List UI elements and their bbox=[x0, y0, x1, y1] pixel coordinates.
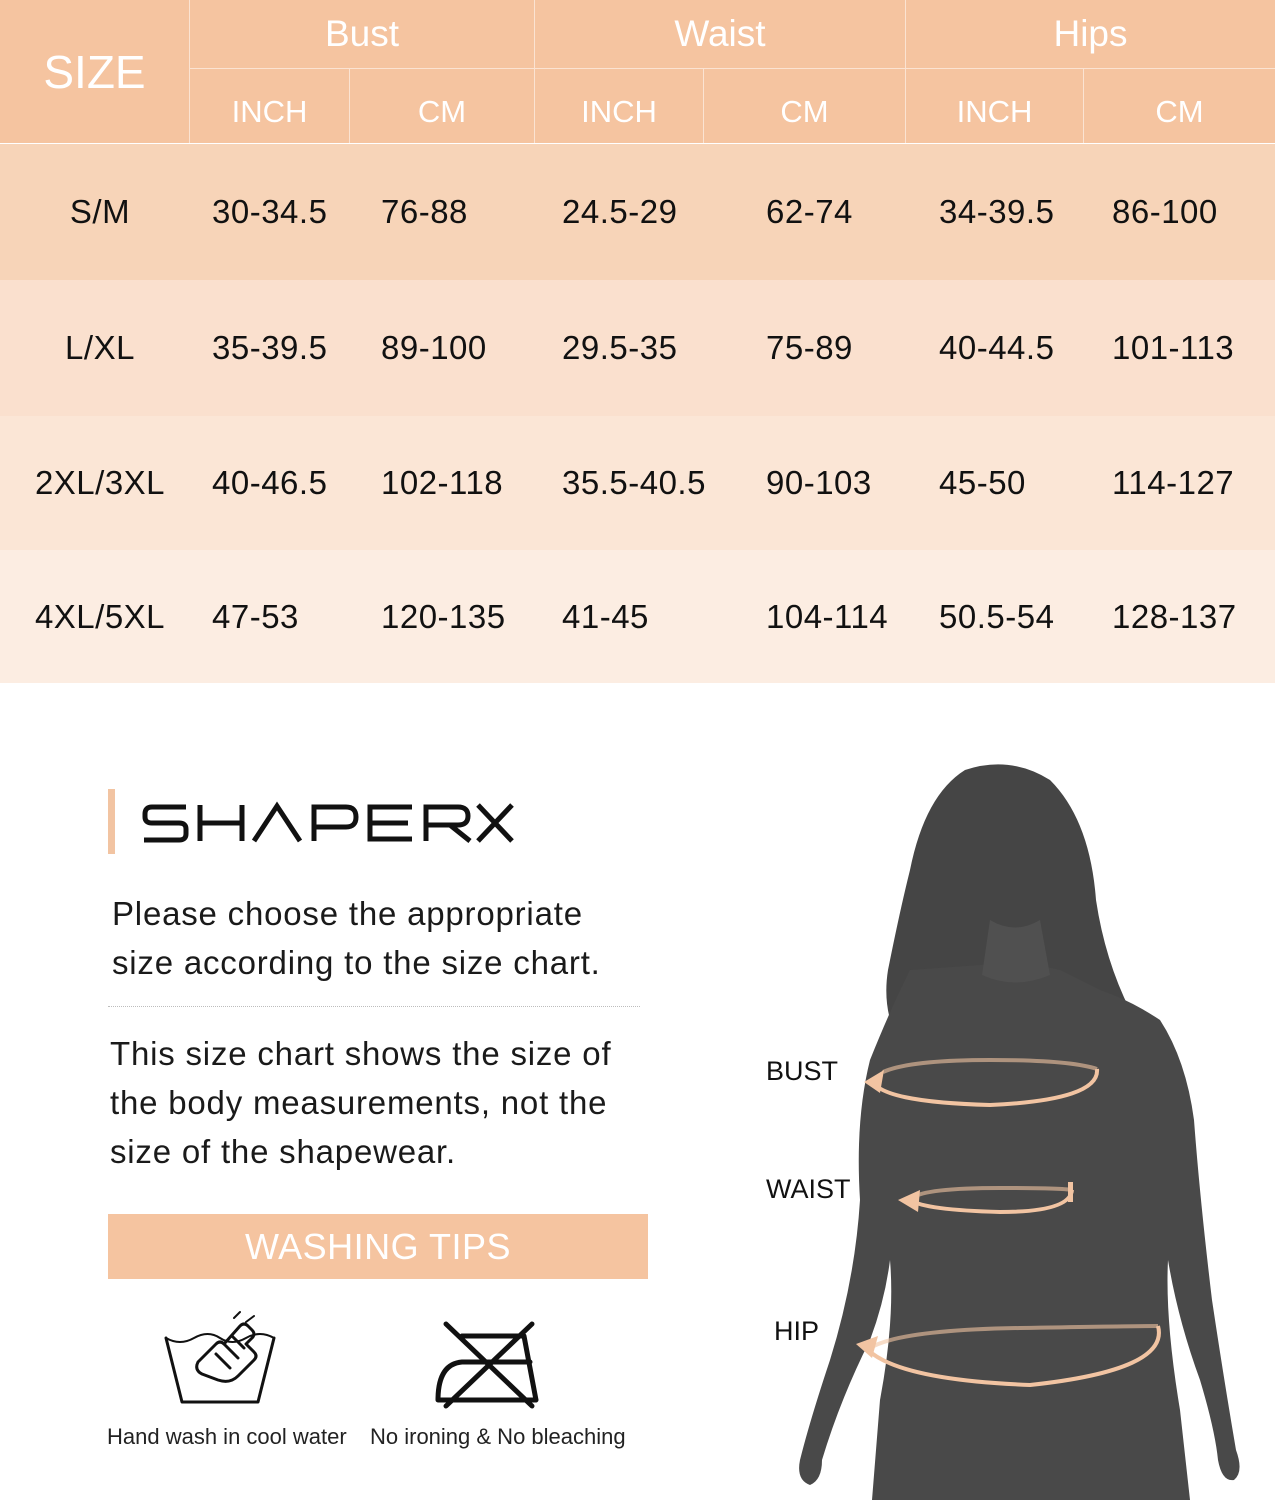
bust-inch-header: INCH bbox=[231, 93, 308, 129]
brand-logo bbox=[142, 797, 514, 854]
waist-inch-cell: 24.5-29 bbox=[562, 193, 678, 230]
bust-cm-cell: 89-100 bbox=[381, 329, 487, 366]
bust-inch-cell: 30-34.5 bbox=[212, 193, 328, 230]
hand-wash-icon bbox=[160, 1310, 280, 1411]
bust-inch-cell: 47-53 bbox=[212, 597, 299, 635]
table-row bbox=[0, 280, 1275, 416]
bust-inch-cell: 40-46.5 bbox=[212, 464, 328, 501]
waist-inch-header: INCH bbox=[581, 93, 657, 129]
hips-group-header: Hips bbox=[1053, 13, 1128, 54]
brand-accent-bar bbox=[108, 789, 115, 854]
waist-label: WAIST bbox=[766, 1174, 851, 1204]
size-advice-line: Please choose the appropriate bbox=[112, 895, 583, 932]
table-row bbox=[0, 416, 1275, 550]
size-column-header: SIZE bbox=[43, 45, 146, 98]
header-divider bbox=[905, 0, 906, 143]
hand-wash-caption: Hand wash in cool water bbox=[107, 1424, 347, 1449]
dotted-divider bbox=[108, 1006, 640, 1007]
header-divider bbox=[349, 69, 350, 143]
bust-cm-header: CM bbox=[417, 93, 467, 129]
size-chart-table bbox=[0, 0, 1275, 683]
size-advice-line: size according to the size chart. bbox=[112, 944, 601, 981]
size-advice-text bbox=[112, 889, 672, 987]
waist-group-header: Waist bbox=[674, 13, 766, 54]
size-cell: S/M bbox=[69, 193, 131, 230]
header-divider bbox=[189, 0, 190, 143]
waist-inch-cell: 41-45 bbox=[562, 597, 649, 635]
bust-group-header: Bust bbox=[324, 13, 400, 54]
measurement-note-text bbox=[110, 1029, 690, 1176]
header-divider bbox=[190, 68, 1275, 69]
waist-cm-header: CM bbox=[780, 93, 829, 129]
bust-inch-cell: 35-39.5 bbox=[212, 329, 328, 366]
measurement-note-line: size of the shapewear. bbox=[110, 1133, 456, 1170]
size-cell: 2XL/3XL bbox=[34, 464, 166, 501]
hips-inch-cell: 34-39.5 bbox=[939, 193, 1055, 230]
bust-cm-cell: 76-88 bbox=[381, 193, 468, 230]
table-row bbox=[0, 144, 1275, 280]
no-iron-icon bbox=[432, 1318, 544, 1415]
hips-cm-cell: 86-100 bbox=[1112, 193, 1218, 230]
waist-inch-cell: 35.5-40.5 bbox=[562, 464, 706, 501]
hips-cm-cell: 101-113 bbox=[1112, 329, 1235, 366]
waist-cm-cell: 62-74 bbox=[766, 193, 853, 230]
hip-label: HIP bbox=[774, 1316, 820, 1346]
header-divider bbox=[534, 0, 535, 143]
hips-cm-cell: 128-137 bbox=[1112, 597, 1237, 635]
hips-cm-header: CM bbox=[1155, 93, 1204, 129]
no-iron-caption: No ironing & No bleaching bbox=[370, 1424, 626, 1449]
measurement-note-line: the body measurements, not the bbox=[110, 1084, 608, 1121]
header-divider bbox=[1083, 69, 1084, 143]
waist-cm-cell: 75-89 bbox=[766, 329, 853, 366]
waist-cm-cell: 104-114 bbox=[766, 597, 889, 635]
waist-cm-cell: 90-103 bbox=[766, 464, 872, 501]
bust-label: BUST bbox=[766, 1056, 839, 1086]
body-silhouette-figure bbox=[760, 760, 1275, 1500]
hips-inch-header: INCH bbox=[956, 93, 1033, 129]
size-cell: L/XL bbox=[65, 329, 135, 366]
washing-tips-banner: WASHING TIPS bbox=[108, 1214, 648, 1279]
table-row bbox=[0, 550, 1275, 683]
bust-cm-cell: 120-135 bbox=[381, 597, 506, 635]
silhouette-icon bbox=[760, 760, 1275, 1500]
hips-inch-cell: 40-44.5 bbox=[939, 329, 1055, 366]
measurement-note-line: This size chart shows the size of bbox=[110, 1035, 612, 1072]
hips-inch-cell: 50.5-54 bbox=[939, 597, 1055, 635]
bust-cm-cell: 102-118 bbox=[381, 464, 504, 501]
hips-cm-cell: 114-127 bbox=[1112, 464, 1235, 501]
hips-inch-cell: 45-50 bbox=[939, 464, 1026, 501]
waist-inch-cell: 29.5-35 bbox=[562, 329, 678, 366]
table-header bbox=[0, 0, 1275, 143]
header-divider bbox=[703, 69, 704, 143]
size-cell: 4XL/5XL bbox=[34, 597, 166, 635]
